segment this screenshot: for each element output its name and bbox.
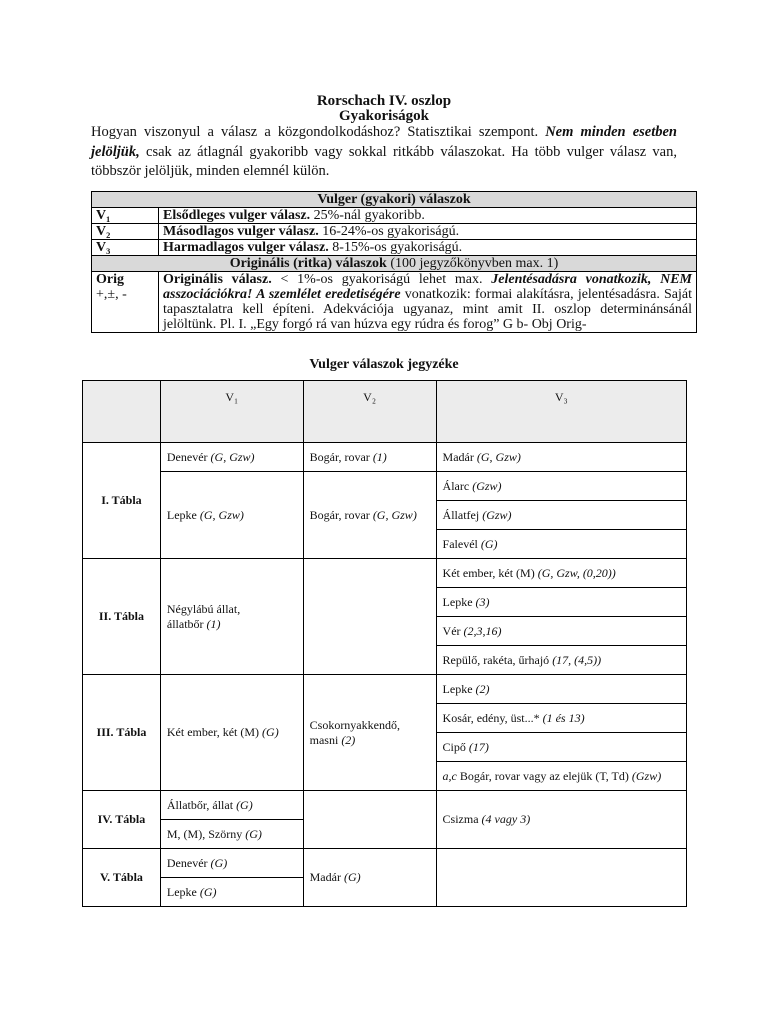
cell: Bogár, rovar (G, Gzw) — [303, 472, 436, 559]
cell: a,c Bogár, rovar vagy az elejük (T, Td) (Gzw) — [436, 762, 686, 791]
cell: Csizma (4 vagy 3) — [436, 791, 686, 849]
intro-text-1: Hogyan viszonyul a válasz a közgondolkodáshoz? Statisztikai szempont. — [91, 124, 546, 140]
cell: Falevél (G) — [436, 530, 686, 559]
header-v3: V₃ — [436, 381, 686, 443]
cell-empty — [436, 849, 686, 907]
cell-empty — [303, 559, 436, 675]
table-label-5: V. Tábla — [83, 849, 161, 907]
page-subtitle: Gyakoriságok — [338, 108, 429, 124]
table-label-2: II. Tábla — [83, 559, 161, 675]
cell: Vér (2,3,16) — [436, 617, 686, 646]
list-title: Vulger válaszok jegyzéke — [309, 357, 459, 372]
header-empty — [83, 381, 161, 443]
summary-desc: Elsődleges vulger válasz. 25%-nál gyakoribb. — [159, 208, 697, 224]
cell: Denevér (G) — [160, 849, 303, 878]
cell: Cipő (17) — [436, 733, 686, 762]
cell: Madár (G) — [303, 849, 436, 907]
summary-row-v1 — [92, 208, 697, 224]
summary-desc: Másodlagos vulger válasz. 16-24%-os gyakoriságú. — [159, 224, 697, 240]
header-v1: V₁ — [160, 381, 303, 443]
cell: Bogár, rovar (1) — [303, 443, 436, 472]
orig-key: Orig +,±, - — [92, 272, 159, 333]
cell: Két ember, két (M) (G) — [160, 675, 303, 791]
table-label-3: III. Tábla — [83, 675, 161, 791]
intro-paragraph — [91, 123, 677, 182]
vulger-header: Vulger (gyakori) válaszok — [92, 192, 697, 208]
frequency-summary-table — [91, 191, 697, 333]
original-header: Originális (ritka) válaszok (100 jegyzőkönyvben max. 1) — [92, 256, 697, 272]
summary-row-v3 — [92, 240, 697, 256]
cell: Lepke (2) — [436, 675, 686, 704]
intro-emphasis: Nem minden esetben jelöljük, — [91, 124, 677, 160]
summary-row-v2 — [92, 224, 697, 240]
cell: Denevér (G, Gzw) — [160, 443, 303, 472]
orig-desc: Originális válasz. < 1%-os gyakoriságú lehet max. Jelentésadásra vonatkozik, NEM asszociációkra! A szemlélet eredetiségére vonatkozik: formai alakításra, jelentésadásra. Saját tapasztalatra kell építeni. Adekvációja ugyanaz, mint amit II. oszlop determinánsánál jelöltünk. Pl. I. „Egy forgó rá van húzva egy rúdra és forog” G b- Obj Orig- — [159, 272, 697, 333]
cell: Állatbőr, állat (G) — [160, 791, 303, 820]
table-label-1: I. Tábla — [83, 443, 161, 559]
vulgar-list-table — [82, 380, 687, 907]
table-label-4: IV. Tábla — [83, 791, 161, 849]
summary-key: V₂ — [92, 224, 159, 240]
cell: Madár (G, Gzw) — [436, 443, 686, 472]
summary-key: V₁ — [92, 208, 159, 224]
page-title: Rorschach IV. oszlop — [316, 93, 452, 109]
cell: Négylábú állat, állatbőr (1) — [160, 559, 303, 675]
summary-row-orig — [92, 272, 697, 333]
cell: Két ember, két (M) (G, Gzw, (0,20)) — [436, 559, 686, 588]
cell: M, (M), Szörny (G) — [160, 820, 303, 849]
summary-key: V₃ — [92, 240, 159, 256]
cell-empty — [303, 791, 436, 849]
summary-desc: Harmadlagos vulger válasz. 8-15%-os gyakoriságú. — [159, 240, 697, 256]
cell: Állatfej (Gzw) — [436, 501, 686, 530]
cell: Lepke (3) — [436, 588, 686, 617]
cell: Kosár, edény, üst...* (1 és 13) — [436, 704, 686, 733]
cell: Álarc (Gzw) — [436, 472, 686, 501]
intro-text-2: csak az átlagnál gyakoribb vagy sokkal ritkább válaszokat. Ha több vulger válasz van, többször jelöljük, minden elemnél külön. — [91, 143, 677, 179]
cell: Repülő, rakéta, űrhajó (17, (4,5)) — [436, 646, 686, 675]
cell: Lepke (G) — [160, 878, 303, 907]
cell: Csokornyakkendő, masni (2) — [303, 675, 436, 791]
header-v2: V₂ — [303, 381, 436, 443]
cell: Lepke (G, Gzw) — [160, 472, 303, 559]
